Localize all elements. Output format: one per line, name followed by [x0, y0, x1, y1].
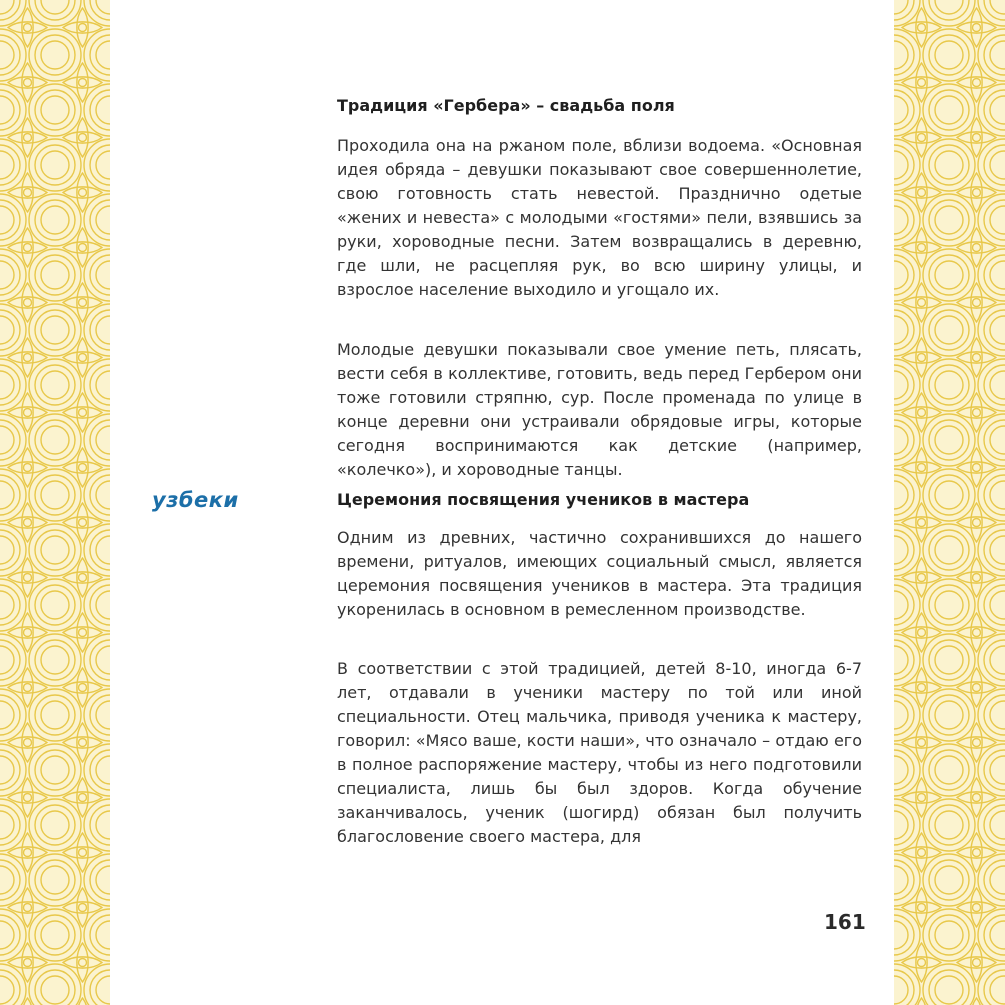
- ornamental-border-left: [0, 0, 110, 1005]
- paragraph: Одним из древних, частично сохранившихся до нашего времени, ритуалов, имеющих социальный смысл, является церемония посвящения учеников в мастера. Эта традиция укоренилась в основном в ремесленном производстве.: [337, 528, 862, 619]
- paragraph: Молодые девушки показывали свое умение петь, плясать, вести себя в коллективе, готовить, ведь перед Гербером они тоже готовили стряпню, сур. После променада по улице в конце деревни они устраивали обрядовые игры, которые сегодня воспринимаются как детские (например, «колечко»), и хороводные танцы.: [337, 340, 862, 479]
- section-heading: Традиция «Гербера» – свадьба поля: [337, 96, 675, 115]
- section-label: узбеки: [152, 488, 239, 512]
- section-heading: Церемония посвящения учеников в мастера: [337, 490, 750, 509]
- ornament-pattern-icon: [894, 0, 1005, 1005]
- paragraph: В соответствии с этой традицией, детей 8-10, иногда 6-7 лет, отдавали в ученики мастеру по той или иной специальности. Отец мальчика, приводя ученика к мастеру, говорил: «Мясо ваше, кости наши», что означало – отдаю его в полное распоряжение мастеру, чтобы из него подготовили специалиста, лишь бы был здоров. Когда обучение заканчивалось, ученик (шогирд) обязан был получить благословение своего мастера, для: [337, 659, 862, 846]
- ornamental-border-right: [894, 0, 1005, 1005]
- ornament-pattern-icon: [0, 0, 110, 1005]
- page-number: 161: [824, 910, 866, 934]
- paragraph: Проходила она на ржаном поле, вблизи водоема. «Основная идея обряда – девушки показывают свое совершеннолетие, свою готовность стать невестой. Празднично одетые «жених и невеста» с молодыми «гостями» пели, взявшись за руки, хороводные песни. Затем возвращались в деревню, где шли, не расцепляя рук, во всю ширину улицы, и взрослое население выходило и угощало их.: [337, 136, 862, 299]
